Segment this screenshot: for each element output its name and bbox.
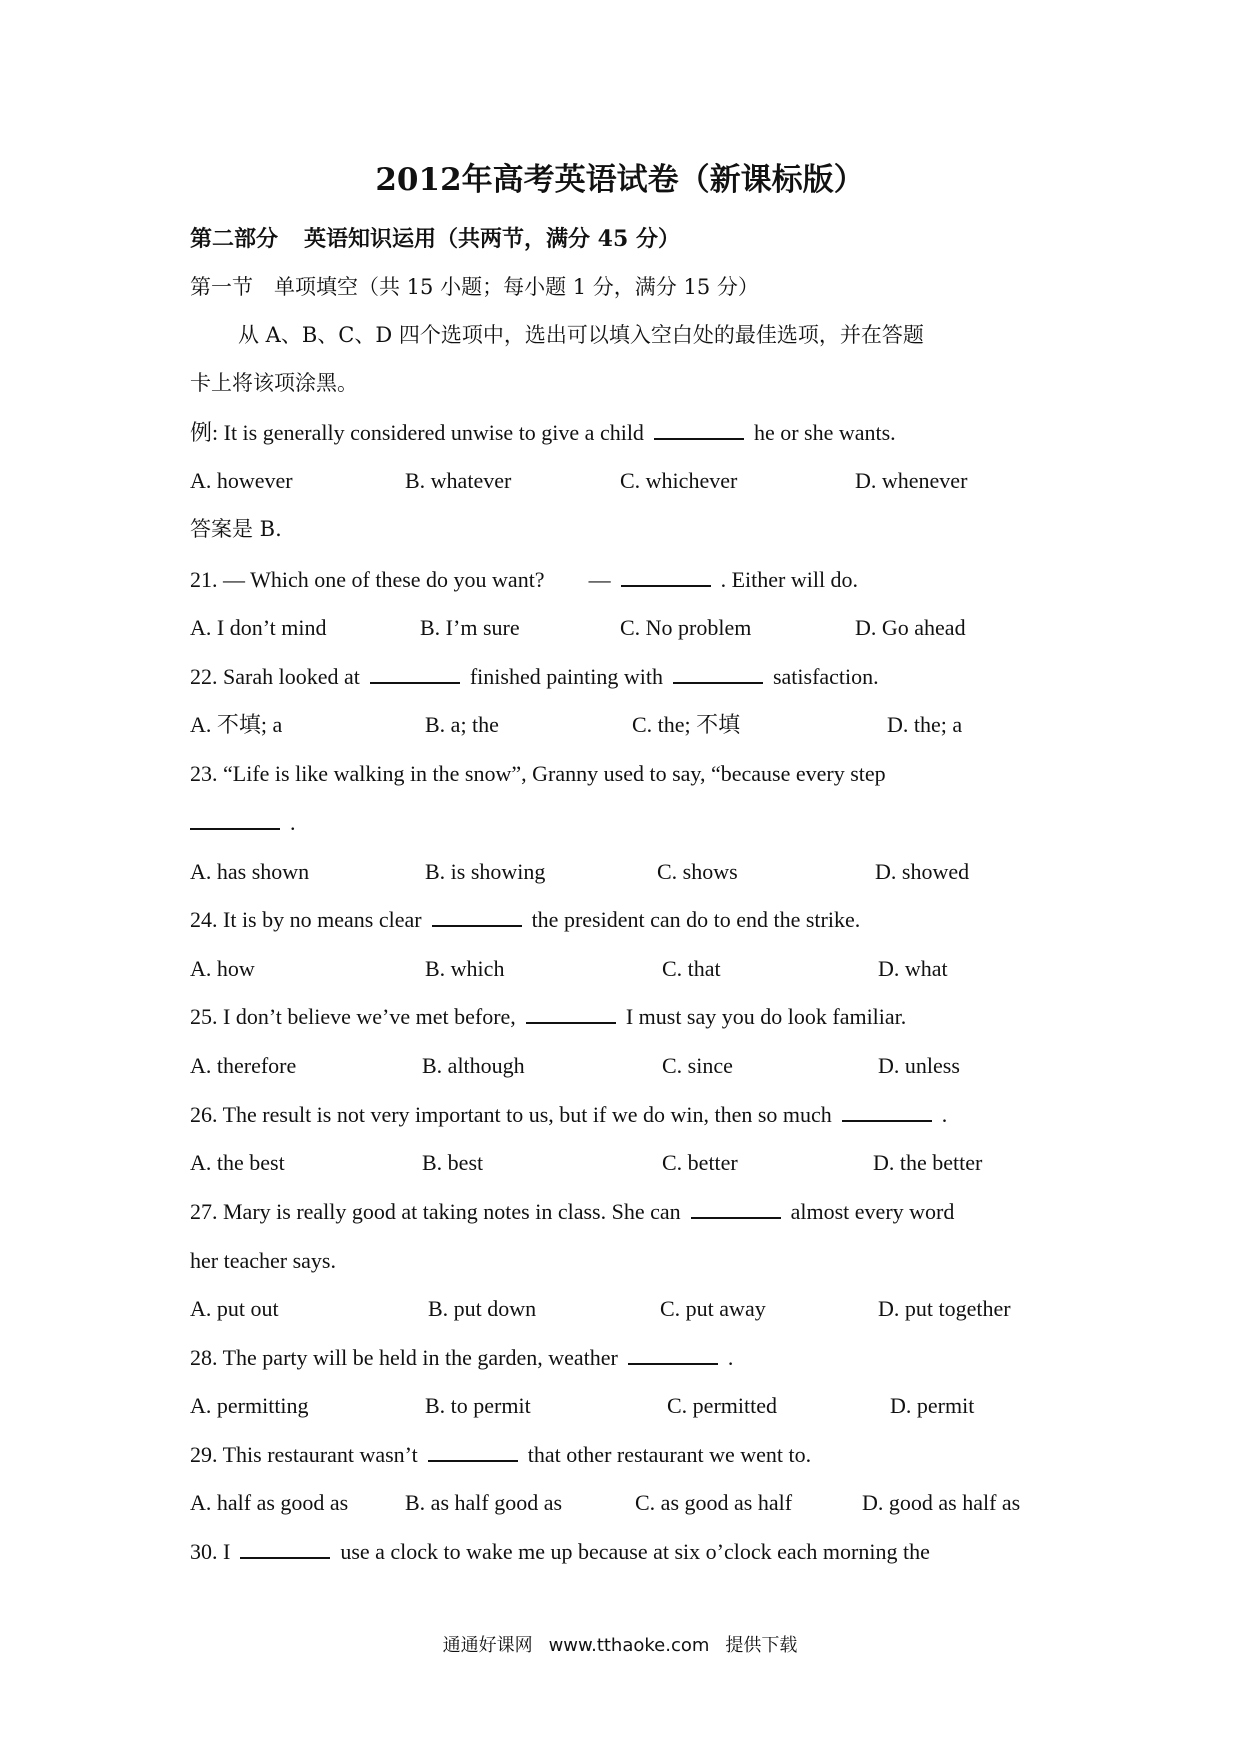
question-21 (190, 565, 858, 595)
q22-options (190, 710, 1090, 740)
q28-after: . (727, 1345, 734, 1370)
option-b: B. to permit (425, 1393, 531, 1418)
option-d: D. permit (890, 1393, 975, 1418)
option-a: A. half as good as (190, 1490, 349, 1515)
question-30 (190, 1537, 930, 1567)
q22-stem-c: satisfaction. (772, 664, 879, 689)
option-d: D. whenever (855, 468, 968, 493)
q29-after: that other restaurant we went to. (527, 1442, 812, 1467)
option-c: C. No problem (620, 615, 752, 640)
option-b: B. is showing (425, 859, 546, 884)
example-stem-after: he or she wants. (753, 420, 896, 445)
option-a: A. has shown (190, 859, 310, 884)
q30-stem: 30. I (190, 1539, 231, 1564)
option-a: A. put out (190, 1296, 279, 1321)
q25-after: I must say you do look familiar. (625, 1004, 907, 1029)
option-b: B. although (422, 1053, 525, 1078)
option-a: A. however (190, 468, 293, 493)
answer-blank (628, 1345, 718, 1365)
option-d: D. the better (873, 1150, 983, 1175)
part-label: 第二部分 (190, 226, 279, 252)
question-25 (190, 1002, 906, 1032)
option-d: D. unless (878, 1053, 960, 1078)
q27-options (190, 1294, 1090, 1324)
q27-stem: 27. Mary is really good at taking notes in class. She can (190, 1199, 681, 1224)
page-footer (0, 1634, 1240, 1658)
option-a: A. how (190, 956, 255, 981)
answer-blank (240, 1539, 330, 1559)
q21-dash: — (588, 567, 611, 592)
answer-blank (428, 1442, 518, 1462)
part-heading (190, 224, 680, 254)
option-a: A. the best (190, 1150, 285, 1175)
footer-url[interactable]: www.tthaoke.com (548, 1635, 710, 1656)
q25-options (190, 1051, 1090, 1081)
option-c: C. whichever (620, 468, 738, 493)
option-b: B. best (422, 1150, 484, 1175)
q24-after: the president can do to end the strike. (531, 907, 861, 932)
q23-end: . (290, 810, 296, 835)
option-c: C. put away (660, 1296, 766, 1321)
example-answer: 答案是 B. (190, 517, 282, 541)
q24-options (190, 954, 1090, 984)
answer-blank (432, 907, 522, 927)
option-c: C. the; 不填 (632, 712, 741, 737)
q27-after: almost every word (790, 1199, 955, 1224)
option-b: B. I’m sure (420, 615, 520, 640)
q28-stem: 28. The party will be held in the garden, weather (190, 1345, 618, 1370)
option-c: C. better (662, 1150, 738, 1175)
q23-options (190, 857, 1090, 887)
answer-blank (842, 1102, 932, 1122)
option-a: A. permitting (190, 1393, 309, 1418)
option-c: C. shows (657, 859, 738, 884)
footer-note: 提供下载 (725, 1635, 798, 1656)
section-heading: 第一节 单项填空（共 15 小题；每小题 1 分，满分 15 分） (190, 275, 759, 299)
answer-blank (673, 664, 763, 684)
q30-after: use a clock to wake me up because at six o’clock each morning the (340, 1539, 930, 1564)
q25-stem: 25. I don’t believe we’ve met before, (190, 1004, 516, 1029)
page-title: 2012年高考英语试卷（新课标版） (375, 162, 865, 198)
option-d: D. what (878, 956, 948, 981)
q29-options (190, 1488, 1090, 1518)
option-b: B. whatever (405, 468, 512, 493)
option-d: D. the; a (887, 712, 963, 737)
option-c: C. that (662, 956, 721, 981)
option-a: A. therefore (190, 1053, 297, 1078)
answer-blank (526, 1004, 616, 1024)
question-23: 23. “Life is like walking in the snow”, Granny used to say, “because every step (190, 761, 886, 786)
answer-blank (621, 567, 711, 587)
option-c: C. since (662, 1053, 733, 1078)
option-a: A. I don’t mind (190, 615, 327, 640)
question-23-line-2 (190, 808, 296, 838)
question-22 (190, 662, 879, 692)
answer-blank (654, 420, 744, 440)
answer-blank (691, 1199, 781, 1219)
q28-options (190, 1391, 1090, 1421)
q22-stem-a: 22. Sarah looked at (190, 664, 360, 689)
question-29 (190, 1440, 811, 1470)
question-24 (190, 905, 860, 935)
answer-blank (370, 664, 460, 684)
part-text: 英语知识运用（共两节，满分 45 分） (304, 226, 680, 252)
q26-options (190, 1148, 1090, 1178)
q29-stem: 29. This restaurant wasn’t (190, 1442, 418, 1467)
question-27 (190, 1197, 954, 1227)
q22-stem-b: finished painting with (469, 664, 663, 689)
footer-site-name: 通通好课网 (442, 1635, 533, 1656)
q21-after: . Either will do. (720, 567, 859, 592)
option-d: D. showed (875, 859, 970, 884)
q26-stem: 26. The result is not very important to us, but if we do win, then so much (190, 1102, 832, 1127)
example-stem (190, 418, 896, 448)
instruction-line-1: 从 A、B、C、D 四个选项中，选出可以填入空白处的最佳选项，并在答题 (238, 323, 924, 347)
q24-stem: 24. It is by no means clear (190, 907, 422, 932)
question-26 (190, 1100, 947, 1130)
question-28 (190, 1343, 733, 1373)
option-b: B. which (425, 956, 505, 981)
option-b: B. as half good as (405, 1490, 563, 1515)
option-d: D. good as half as (862, 1490, 1021, 1515)
option-a: A. 不填; a (190, 712, 283, 737)
option-b: B. put down (428, 1296, 537, 1321)
option-d: D. Go ahead (855, 615, 966, 640)
option-b: B. a; the (425, 712, 499, 737)
q26-after: . (941, 1102, 948, 1127)
answer-blank (190, 810, 280, 830)
q21-options (190, 613, 1090, 643)
question-27-line-2: her teacher says. (190, 1248, 336, 1273)
instruction-line-2: 卡上将该项涂黑。 (190, 371, 358, 395)
option-d: D. put together (878, 1296, 1011, 1321)
example-options (190, 466, 1090, 496)
example-stem-before: 例: It is generally considered unwise to give a child (190, 420, 644, 445)
q21-stem: 21. — Which one of these do you want? (190, 567, 545, 592)
option-c: C. as good as half (635, 1490, 793, 1515)
option-c: C. permitted (667, 1393, 777, 1418)
